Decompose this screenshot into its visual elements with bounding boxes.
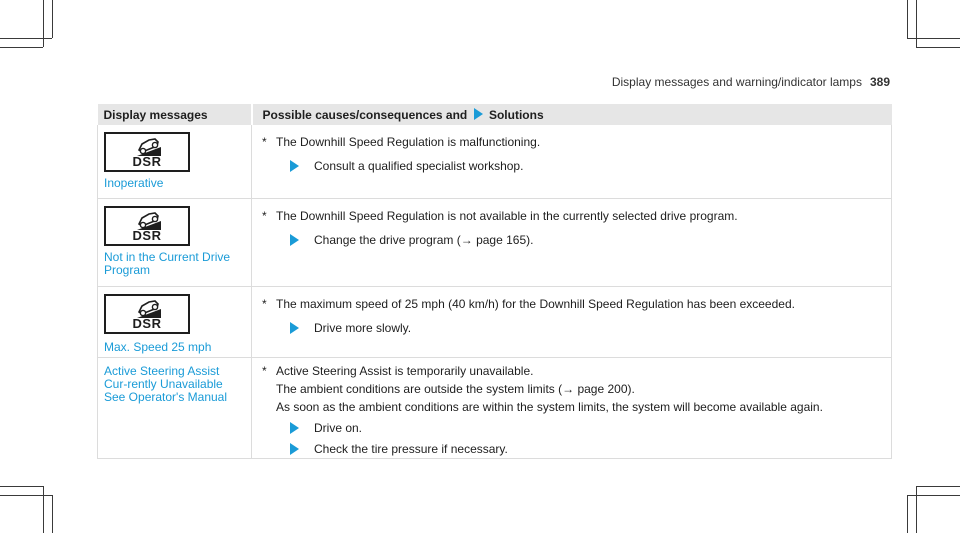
crop-mark — [907, 495, 960, 496]
crop-mark — [0, 47, 43, 48]
table-header-row — [98, 104, 892, 125]
message-label: Max. Speed 25 mph — [104, 339, 212, 354]
crop-mark — [0, 38, 52, 39]
solution-arrow-icon — [290, 234, 299, 246]
column-header-causes: Possible causes/consequences and Solutions — [252, 104, 892, 125]
crop-mark — [52, 495, 53, 533]
display-messages-table — [97, 104, 892, 459]
cause-cell — [252, 286, 892, 357]
table-row — [98, 198, 892, 286]
solution-item: Check the tire pressure if necessary. — [262, 441, 891, 458]
cause-item: * The Downhill Speed Regulation is not available in the currently selected drive program. — [262, 208, 738, 223]
crop-mark — [916, 486, 917, 533]
cause-item: * The Downhill Speed Regulation is malfunctioning. — [262, 135, 541, 149]
crop-mark — [43, 0, 44, 47]
solution-arrow-icon — [290, 160, 299, 172]
crop-mark — [52, 0, 53, 38]
solution-arrow-icon — [474, 108, 483, 120]
column-header-messages: Display messages — [98, 104, 252, 125]
solution-arrow-icon — [290, 322, 299, 334]
crop-mark — [43, 486, 44, 533]
message-label: Active Steering Assist Cur-rently Unavailable See Operator's Manual — [104, 363, 228, 404]
message-label: Inoperative — [104, 176, 164, 190]
cause-item: * The maximum speed of 25 mph (40 km/h) for the Downhill Speed Regulation has been exceeded. — [262, 296, 795, 311]
cause-detail: As soon as the ambient conditions are within the system limits, the system will become available again. — [276, 399, 823, 414]
dsr-display-icon: DSR — [104, 132, 190, 172]
dsr-display-icon: DSR — [104, 294, 190, 334]
table-row — [98, 286, 892, 357]
solution-item: Drive more slowly. — [262, 320, 891, 337]
crop-mark — [916, 47, 960, 48]
crop-mark — [916, 486, 960, 487]
solution-item: Drive on. — [262, 420, 891, 437]
table-row — [98, 357, 892, 458]
message-label: Not in the Current Drive Program — [104, 249, 231, 277]
message-cell — [98, 286, 252, 357]
message-cell — [98, 198, 252, 286]
cause-cell — [252, 125, 892, 198]
crop-mark — [916, 0, 917, 47]
crop-mark — [0, 486, 43, 487]
solution-arrow-icon — [290, 443, 299, 455]
crop-mark — [907, 0, 908, 38]
cause-item: * Active Steering Assist is temporarily unavailable. — [262, 363, 534, 378]
cause-cell — [252, 198, 892, 286]
running-header — [612, 75, 890, 89]
dsr-display-icon: DSR — [104, 206, 190, 246]
solution-item: Change the drive program (→ page 165). — [262, 232, 891, 249]
table-row — [98, 125, 892, 198]
message-cell — [98, 357, 252, 458]
header-title: Display messages and warning/indicator lamps — [611, 75, 862, 89]
solution-item: Consult a qualified specialist workshop. — [262, 158, 891, 175]
crop-mark — [907, 495, 908, 533]
cause-detail: The ambient conditions are outside the system limits (→ page 200). — [276, 381, 635, 396]
message-cell — [98, 125, 252, 198]
crop-mark — [0, 495, 52, 496]
crop-mark — [907, 38, 960, 39]
cause-cell — [252, 357, 892, 458]
page-number: 389 — [869, 75, 890, 89]
solution-arrow-icon — [290, 422, 299, 434]
